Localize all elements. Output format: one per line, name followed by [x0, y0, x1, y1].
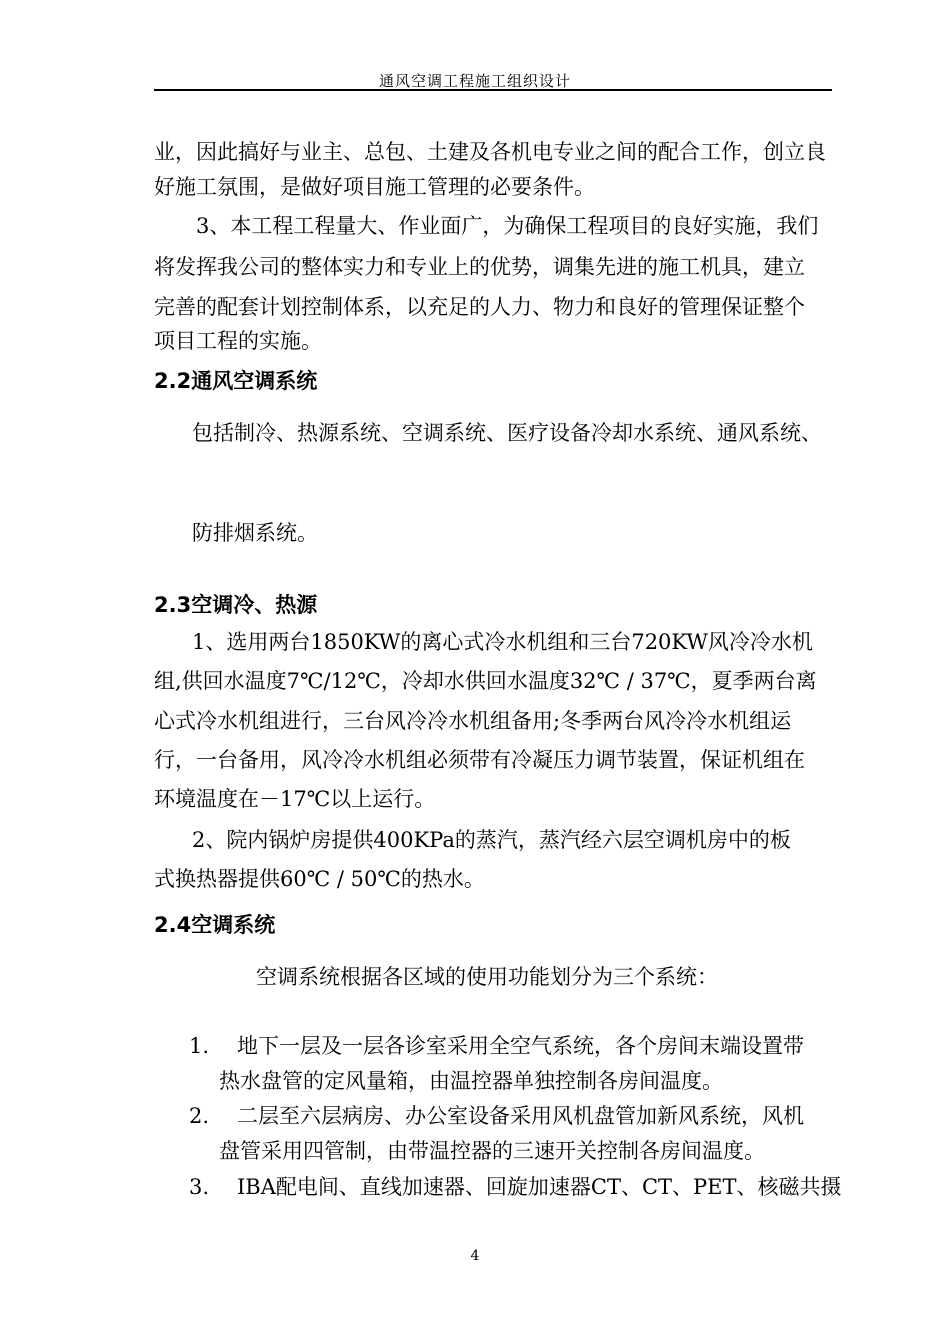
page-number: 4 [470, 1248, 480, 1264]
page-header-title: 通风空调工程施工组织设计 [378, 72, 571, 90]
paragraph-line: 空调系统根据各区域的使用功能划分为三个系统： [256, 965, 718, 989]
paragraph-line: 完善的配套计划控制体系，以充足的人力、物力和良好的管理保证整个 [154, 295, 805, 319]
paragraph-line: 心式冷水机组进行，三台风冷冷水机组备用;冬季两台风冷冷水机组运 [154, 709, 792, 733]
paragraph-line: 组,供回水温度7℃/12℃，冷却水供回水温度32℃ / 37℃，夏季两台离 [154, 669, 817, 693]
header-rule [154, 89, 832, 91]
paragraph-line: 防排烟系统。 [192, 521, 318, 545]
paragraph-line: 业，因此搞好与业主、总包、土建及各机电专业之间的配合工作，创立良 [154, 140, 826, 164]
list-item-text: IBA配电间、直线加速器、回旋加速器CT、CT、PET、核磁共摄 [237, 1175, 842, 1199]
paragraph-line: 好施工氛围，是做好项目施工管理的必要条件。 [154, 175, 595, 199]
list-item-text: 二层至六层病房、办公室设备采用风机盘管加新风系统，风机 [237, 1104, 804, 1128]
list-item-number: 2. [189, 1104, 210, 1128]
section-heading-2-3: 2.3空调冷、热源 [154, 593, 318, 617]
list-item-text: 地下一层及一层各诊室采用全空气系统，各个房间末端设置带 [237, 1034, 804, 1058]
paragraph-line: 包括制冷、热源系统、空调系统、医疗设备冷却水系统、通风系统、 [192, 421, 822, 445]
paragraph-line: 1、选用两台1850KW的离心式冷水机组和三台720KW风冷冷水机 [192, 630, 813, 654]
paragraph-line: 项目工程的实施。 [154, 329, 322, 353]
list-item-number: 1. [189, 1034, 210, 1058]
list-item-text: 热水盘管的定风量箱，由温控器单独控制各房间温度。 [219, 1069, 723, 1093]
paragraph-line: 式换热器提供60℃ / 50℃的热水。 [154, 867, 485, 891]
paragraph-line: 行，一台备用，风冷冷水机组必须带有冷凝压力调节装置，保证机组在 [154, 748, 805, 772]
list-item-number: 3. [189, 1175, 210, 1199]
paragraph-line: 将发挥我公司的整体实力和专业上的优势，调集先进的施工机具，建立 [154, 255, 805, 279]
paragraph-line: 2、院内锅炉房提供400KPa的蒸汽，蒸汽经六层空调机房中的板 [192, 828, 791, 852]
section-heading-2-2: 2.2通风空调系统 [154, 369, 318, 393]
section-heading-2-4: 2.4空调系统 [154, 913, 276, 937]
paragraph-line: 环境温度在－17℃以上运行。 [154, 787, 436, 811]
paragraph-line: 3、本工程工程量大、作业面广，为确保工程项目的良好实施，我们 [196, 214, 819, 238]
list-item-text: 盘管采用四管制，由带温控器的三速开关控制各房间温度。 [219, 1139, 765, 1163]
